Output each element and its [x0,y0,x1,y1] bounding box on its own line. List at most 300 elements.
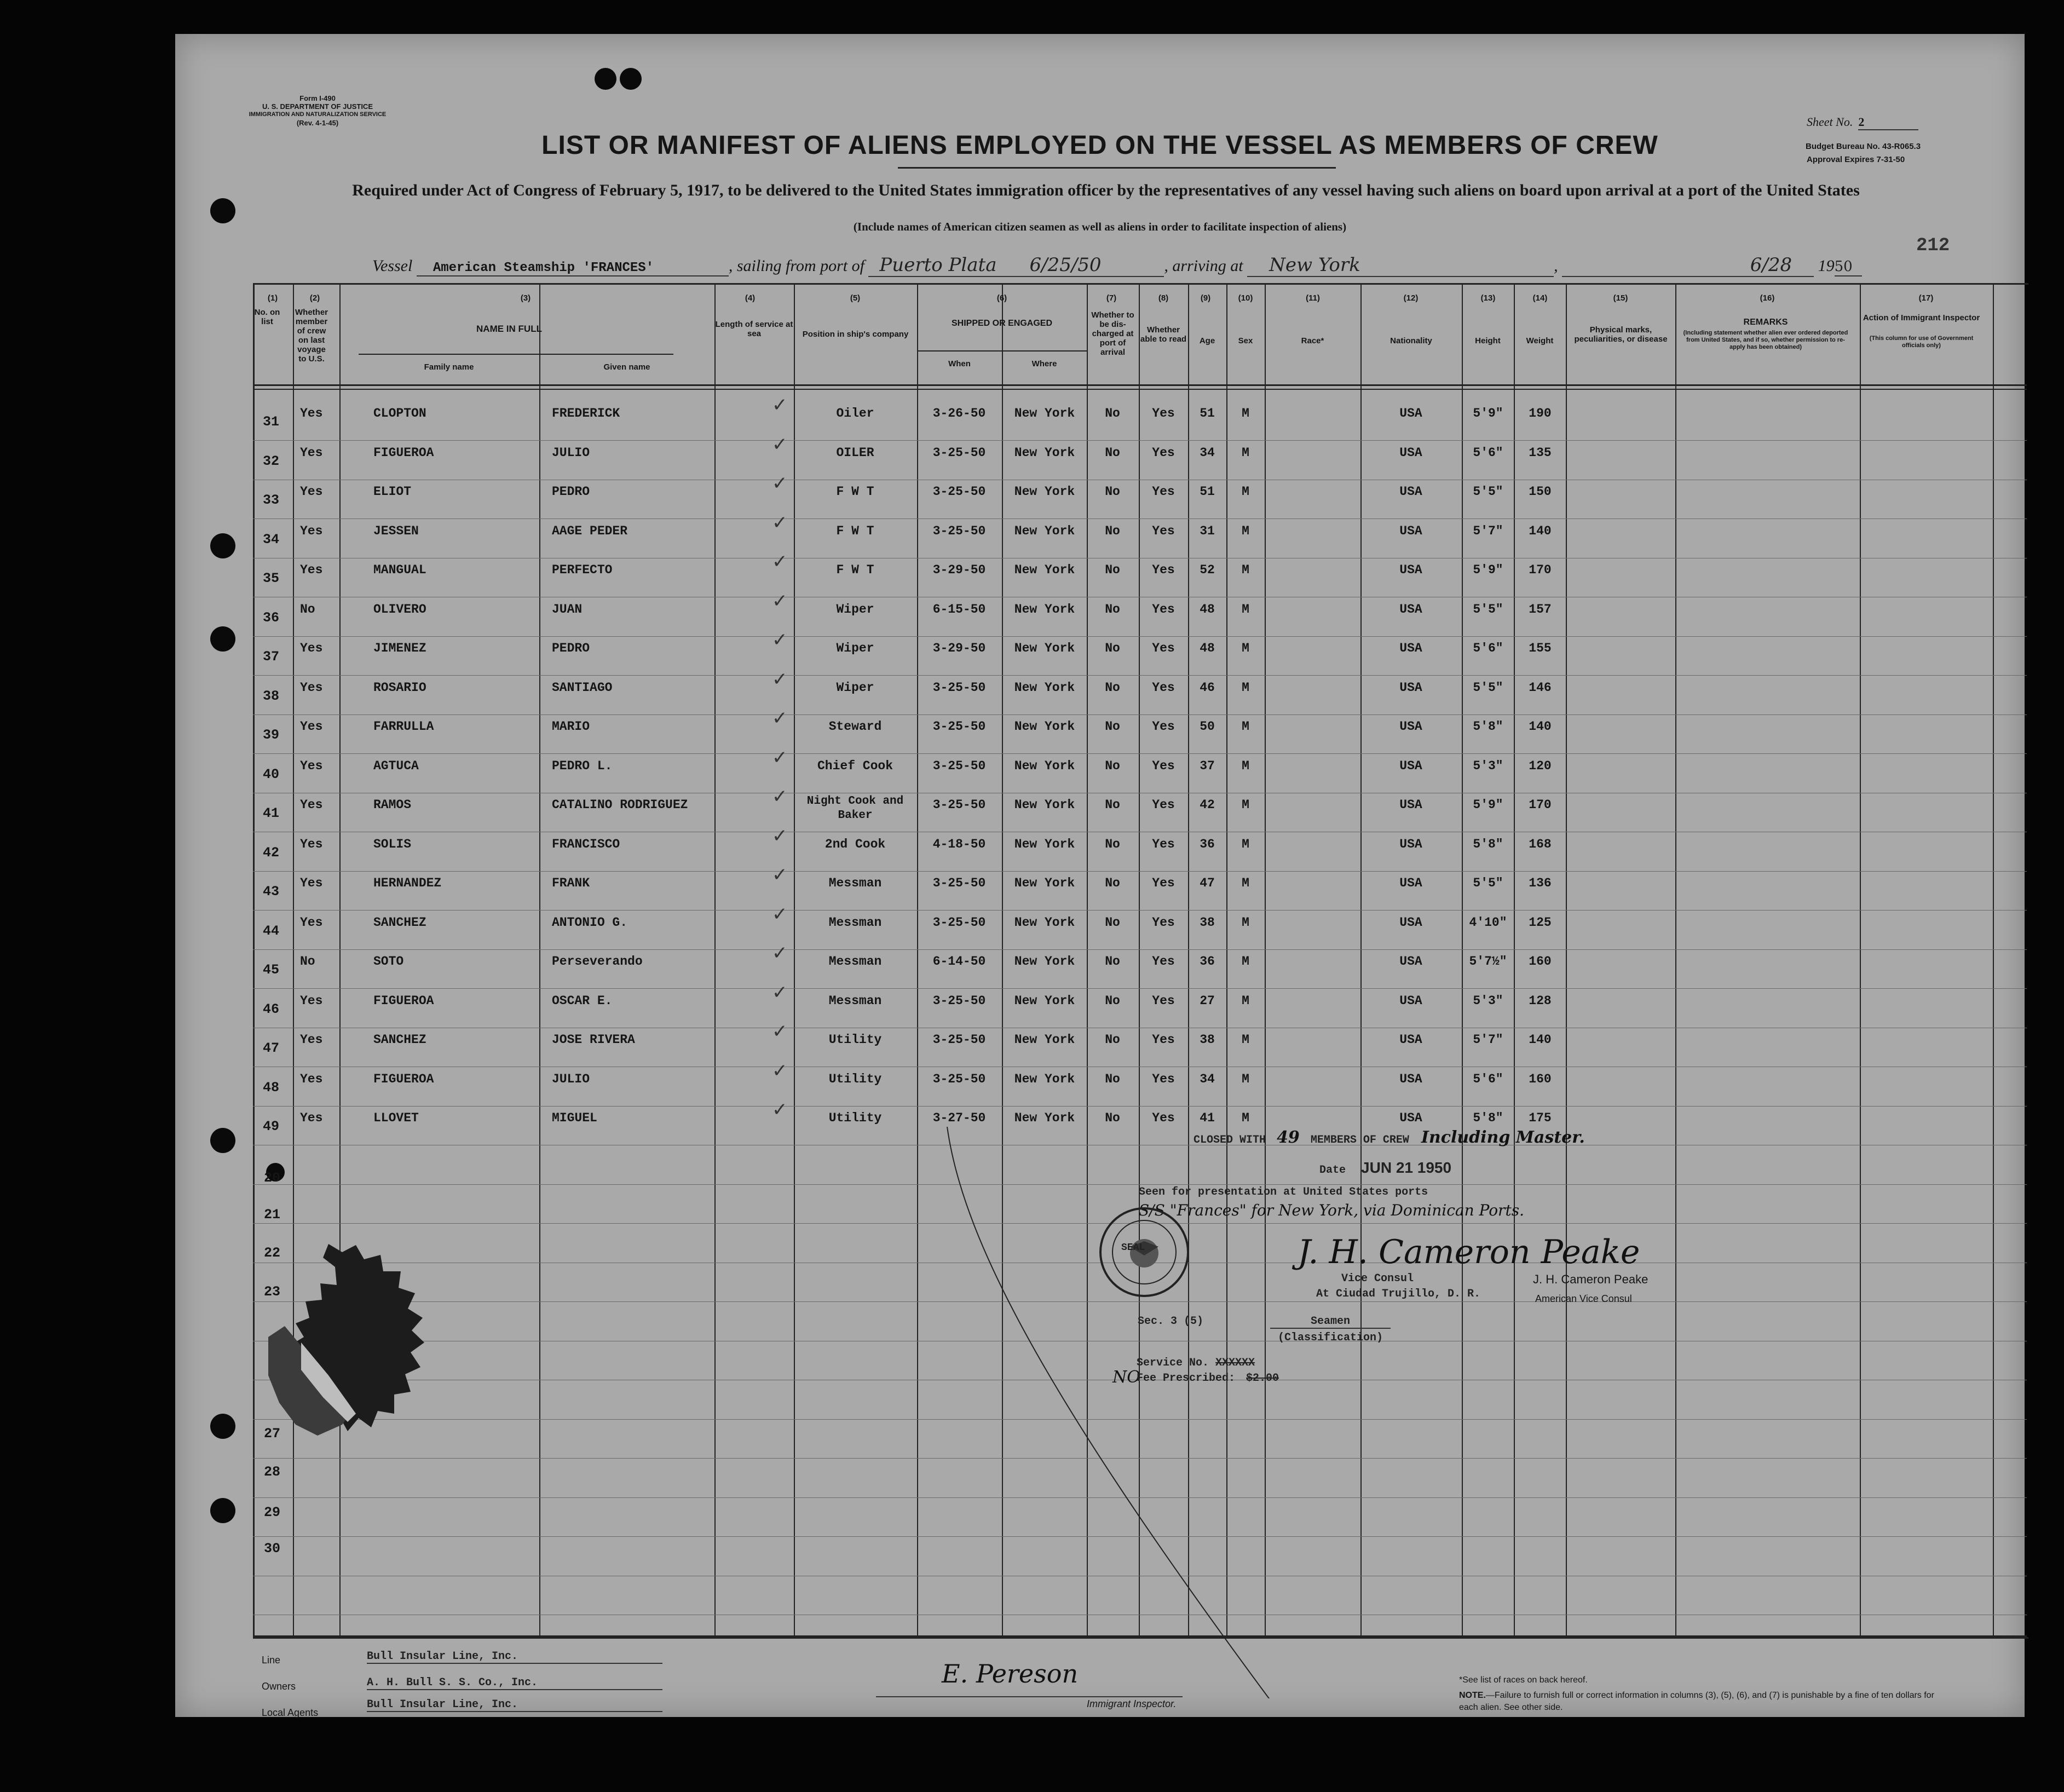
cell-where: New York [1014,445,1075,460]
column-rule [1675,283,1676,1635]
cell-disch: No [1105,1111,1120,1125]
cell-nat: USA [1399,406,1422,420]
col-header-discharged: Whether to be dis-charged at port of arrival [1091,310,1134,357]
sec-label: Sec. 3 (5) [1138,1315,1204,1328]
row-rule [253,636,2027,637]
col-header-read: Whether able to read [1140,325,1187,344]
col-header-age: Age [1199,336,1215,345]
row-number: 42 [263,844,280,861]
cell-position: F W T [836,563,874,577]
cell-when: 6-14-50 [932,954,986,969]
cell-age: 51 [1200,406,1215,420]
cell-sex: M [1242,837,1249,851]
diagonal-strike [777,1123,1281,1698]
row-number: 31 [263,414,280,430]
cell-where: New York [1014,719,1075,734]
cell-nat: USA [1399,758,1422,773]
form-id-block [241,94,394,127]
vessel-name: American Steamship 'FRANCES' [433,261,654,275]
cell-when: 3-25-50 [932,1033,986,1047]
cell-when: 3-25-50 [932,445,986,460]
cell-when: 3-25-50 [932,993,986,1008]
cell-age: 46 [1200,680,1215,695]
punch-hole [595,68,616,90]
column-number: (10) [1238,293,1253,303]
budget-number: Budget Bureau No. 43-R065.3 [1806,142,1921,151]
note-label: NOTE. [1459,1691,1486,1700]
column-number: (8) [1158,293,1169,303]
cell-nat: USA [1399,1111,1422,1125]
cell-disch: No [1105,1071,1120,1086]
cell-height: 5'7½" [1469,954,1507,969]
cell-position: Wiper [836,680,874,695]
blank-row-number: 27 [264,1426,281,1442]
cell-where: New York [1014,523,1075,538]
cell-age: 47 [1200,876,1215,890]
cell-age: 48 [1200,602,1215,616]
check-mark-icon: ✓ [772,1021,788,1042]
cell-given: ANTONIO G. [552,915,628,930]
cell-given: PEDRO L. [552,758,613,773]
seamen-label: Seamen [1270,1315,1391,1329]
cell-height: 5'6" [1473,1071,1503,1086]
col-header-name: NAME IN FULL [476,324,542,334]
vice-consul-label: Vice Consul [1341,1272,1414,1285]
cell-family: SANCHEZ [373,1033,426,1047]
cell-prev: Yes [300,758,323,773]
cell-when: 3-25-50 [932,680,986,695]
cell-when: 3-25-50 [932,915,986,930]
include-note: (Include names of American citizen seamen as well as aliens in order to facilitate inspection of aliens) [853,220,1347,233]
cell-prev: Yes [300,876,323,890]
cell-prev: Yes [300,1033,323,1047]
cell-sex: M [1242,1111,1249,1125]
col-header-given: Given name [603,362,650,372]
cell-sex: M [1242,523,1249,538]
cell-age: 37 [1200,758,1215,773]
cell-where: New York [1014,602,1075,616]
cell-family: ROSARIO [373,680,426,695]
cell-read: Yes [1152,680,1175,695]
row-rule [253,675,2027,676]
cell-weight: 135 [1529,445,1552,460]
cell-nat: USA [1399,719,1422,734]
blank-row-number: 23 [264,1284,281,1300]
check-mark-icon: ✓ [772,433,788,456]
agents-label: Local Agents [262,1707,319,1718]
cell-position: F W T [836,485,874,499]
check-mark-icon: ✓ [772,981,788,1004]
cell-family: ELIOT [373,485,412,499]
cell-weight: 128 [1529,993,1552,1008]
cell-where: New York [1014,563,1075,577]
row-number: 34 [263,531,280,548]
consul-title: American Vice Consul [1535,1293,1632,1304]
check-mark-icon: ✓ [772,590,788,612]
cell-disch: No [1105,680,1120,695]
cell-nat: USA [1399,523,1422,538]
row-number: 35 [263,571,280,586]
row-number: 47 [263,1040,280,1056]
cell-given: JOSE RIVERA [552,1033,635,1047]
row-rule [253,753,2027,754]
cell-prev: No [300,954,315,969]
cell-read: Yes [1152,1071,1175,1086]
cell-read: Yes [1152,993,1175,1008]
column-number: (3) [520,293,531,303]
col-header-shipped: SHIPPED OR ENGAGED [951,319,1053,328]
cell-position: Messman [828,993,882,1008]
column-number: (17) [1918,293,1934,303]
column-number: (7) [1106,293,1117,303]
fee-value: $2.00 [1246,1372,1279,1385]
cell-where: New York [1014,954,1075,969]
cell-weight: 140 [1529,523,1552,538]
cell-age: 34 [1200,445,1215,460]
cell-where: New York [1014,1111,1075,1125]
title-underline [898,167,1336,169]
cell-age: 36 [1200,837,1215,851]
cell-weight: 140 [1529,1033,1552,1047]
cell-nat: USA [1399,954,1422,969]
cell-prev: Yes [300,406,323,420]
column-number: (5) [850,293,861,303]
cell-given: PEDRO [552,641,590,655]
blank-row-number: 22 [264,1245,281,1261]
cell-age: 51 [1200,485,1215,499]
cell-weight: 170 [1529,798,1552,812]
cell-given: JULIO [552,1071,590,1086]
row-number: 37 [263,649,280,665]
column-number: (12) [1403,293,1419,303]
cell-family: SOLIS [373,837,412,851]
col-header-no: No. on list [254,308,280,326]
inspector-line [876,1696,1183,1697]
column-number: (15) [1613,293,1628,303]
cell-family: FIGUEROA [373,1071,434,1086]
cell-where: New York [1014,837,1075,851]
col-header-when: When [948,359,971,368]
cell-weight: 140 [1529,719,1552,734]
row-rule [253,871,2027,872]
cell-nat: USA [1399,641,1422,655]
service-no-label: Service No. [1137,1357,1209,1369]
cell-read: Yes [1152,641,1175,655]
cell-weight: 150 [1529,485,1552,499]
year-prefix: 19 [1818,257,1835,275]
cell-when: 3-25-50 [932,798,986,812]
cell-prev: Yes [300,445,323,460]
cell-family: CLOPTON [373,406,426,420]
check-mark-icon: ✓ [772,473,788,494]
cell-sex: M [1242,954,1249,969]
cell-when: 3-25-50 [932,1071,986,1086]
check-mark-icon: ✓ [772,903,788,925]
cell-height: 4'10" [1469,915,1507,930]
page-title: LIST OR MANIFEST OF ALIENS EMPLOYED ON THE VESSEL AS MEMBERS OF CREW [541,131,1658,160]
check-mark-icon: ✓ [772,864,788,886]
cell-sex: M [1242,485,1249,499]
cell-read: Yes [1152,915,1175,930]
check-mark-icon: ✓ [772,707,788,729]
column-number: (2) [309,293,320,303]
route: S/S "Frances" for New York, via Dominican Ports. [1139,1201,1524,1219]
cell-height: 5'5" [1473,876,1503,890]
punch-hole [210,533,235,558]
row-number: 33 [263,492,280,508]
sheet-label: Sheet No. [1807,115,1853,129]
cell-height: 5'7" [1473,1033,1503,1047]
approval-expiry: Approval Expires 7-31-50 [1807,155,1905,164]
cell-prev: Yes [300,1111,323,1125]
cell-position: Steward [828,719,882,734]
cell-family: OLIVERO [373,602,426,616]
no-mark: NO [1112,1368,1140,1387]
cell-height: 5'9" [1473,798,1503,812]
cell-sex: M [1242,445,1249,460]
cell-disch: No [1105,915,1120,930]
cell-when: 3-27-50 [932,1111,986,1125]
blank-row-number: 21 [264,1207,281,1223]
blank-row-number: 28 [264,1464,281,1480]
cell-position: F W T [836,523,874,538]
cell-family: HERNANDEZ [373,876,442,890]
cell-when: 3-25-50 [932,719,986,734]
cell-read: Yes [1152,563,1175,577]
row-rule [253,988,2027,989]
arriving-port: New York [1269,254,1360,276]
cell-height: 5'8" [1473,1111,1503,1125]
date-stamp: JUN 21 1950 [1361,1159,1452,1176]
cell-position: Messman [828,876,882,890]
check-mark-icon: ✓ [772,825,788,847]
cell-nat: USA [1399,876,1422,890]
column-number: (16) [1760,293,1775,303]
cell-disch: No [1105,837,1120,851]
cell-height: 5'7" [1473,523,1503,538]
cell-prev: Yes [300,798,323,812]
inspector-label: Immigrant Inspector. [1087,1698,1177,1709]
shipped-subrule [917,350,1087,352]
cell-sex: M [1242,406,1249,420]
cell-given: PERFECTO [552,563,613,577]
cell-prev: No [300,602,315,616]
col-header-prev-voyage: Whether member of crew on last voyage to U.S. [295,308,328,364]
cell-where: New York [1014,485,1075,499]
punch-hole [620,68,642,90]
cell-sex: M [1242,1071,1249,1086]
row-rule [253,949,2027,950]
cell-read: Yes [1152,406,1175,420]
cell-position: Messman [828,954,882,969]
sailing-label: , sailing from port of [728,257,864,275]
cell-where: New York [1014,406,1075,420]
cell-disch: No [1105,1033,1120,1047]
row-number: 43 [263,884,280,900]
cell-sex: M [1242,876,1249,890]
cell-position: Messman [828,915,882,930]
cell-sex: M [1242,915,1249,930]
check-mark-icon: ✓ [772,942,788,964]
column-rule [714,283,716,1635]
cell-nat: USA [1399,1033,1422,1047]
row-rule [253,1106,2027,1107]
cell-given: MIGUEL [552,1111,597,1125]
check-mark-icon: ✓ [772,746,788,769]
cell-nat: USA [1399,798,1422,812]
cell-position: Night Cook and Baker [806,795,904,822]
blank-row-number: 20 [264,1170,281,1186]
cell-prev: Yes [300,993,323,1008]
col-header-height: Height [1475,336,1501,345]
closed-with-label: CLOSED WITH [1194,1134,1266,1146]
closed-count: 49 [1277,1128,1300,1147]
header-rule [253,389,2027,390]
cell-age: 48 [1200,641,1215,655]
cell-family: LLOVET [373,1111,419,1125]
cell-prev: Yes [300,915,323,930]
blank-row-number: 30 [264,1541,281,1557]
cell-disch: No [1105,798,1120,812]
cell-given: MARIO [552,719,590,734]
cell-given: FRANCISCO [552,837,620,851]
cell-read: Yes [1152,837,1175,851]
cell-nat: USA [1399,445,1422,460]
cell-position: Utility [828,1033,882,1047]
cell-height: 5'8" [1473,719,1503,734]
row-rule [253,440,2027,441]
row-number: 40 [263,766,280,782]
line-value: Bull Insular Line, Inc. [367,1650,662,1664]
column-number: (1) [267,293,278,303]
cell-disch: No [1105,445,1120,460]
cell-weight: 160 [1529,954,1552,969]
col-header-action-note: (This column for use of Government officials only) [1869,335,1974,349]
date-stamp-line [1319,1159,1451,1177]
header-rule [253,384,2027,386]
cell-family: JESSEN [373,523,419,538]
cell-weight: 155 [1529,641,1552,655]
cell-given: SANTIAGO [552,680,613,695]
service-no-value: XXXXXX [1215,1357,1255,1369]
cell-disch: No [1105,758,1120,773]
col-header-sex: Sex [1238,336,1253,345]
cell-height: 5'6" [1473,641,1503,655]
column-rule [1860,283,1861,1635]
row-number: 36 [263,609,280,626]
cell-given: AAGE PEDER [552,523,628,538]
cell-family: SOTO [373,954,404,969]
cell-where: New York [1014,798,1075,812]
budget-block [1806,140,1921,166]
cell-when: 4-18-50 [932,837,986,851]
cell-where: New York [1014,680,1075,695]
cell-disch: No [1105,954,1120,969]
cell-height: 5'9" [1473,563,1503,577]
sheet-number [1807,115,1918,130]
cell-age: 27 [1200,993,1215,1008]
cell-prev: Yes [300,563,323,577]
cell-position: Chief Cook [817,758,893,773]
column-number: (11) [1306,293,1320,303]
arriving-label: , arriving at [1164,257,1243,275]
date-label: Date [1319,1164,1346,1177]
cell-when: 6-15-50 [932,602,986,616]
cell-age: 38 [1200,915,1215,930]
cell-read: Yes [1152,1111,1175,1125]
col-header-weight: Weight [1526,336,1554,345]
cell-when: 3-25-50 [932,876,986,890]
punch-hole [210,1414,235,1439]
cell-family: MANGUAL [373,563,426,577]
row-rule [253,518,2027,519]
races-note: *See list of races on back hereof. [1459,1675,1588,1685]
service-name: IMMIGRATION AND NATURALIZATION SERVICE [249,111,387,118]
cell-weight: 146 [1529,680,1552,695]
cell-when: 3-29-50 [932,563,986,577]
cell-nat: USA [1399,837,1422,851]
wax-seal [246,1233,449,1463]
cell-position: 2nd Cook [825,837,886,851]
cell-family: FARRULLA [373,719,434,734]
owners-label: Owners [262,1681,296,1692]
cell-family: FIGUEROA [373,993,434,1008]
cell-sex: M [1242,602,1249,616]
check-mark-icon: ✓ [772,394,788,416]
cell-weight: 160 [1529,1071,1552,1086]
cell-given: FRANK [552,876,590,890]
check-mark-icon: ✓ [772,629,788,651]
row-number: 38 [263,688,280,704]
cell-nat: USA [1399,485,1422,499]
seal-text: SEAL [1121,1242,1145,1253]
cell-sex: M [1242,798,1249,812]
cell-height: 5'9" [1473,406,1503,420]
row-number: 45 [263,962,280,978]
cell-disch: No [1105,563,1120,577]
row-number: 46 [263,1001,280,1017]
cell-family: JIMENEZ [373,641,426,655]
arrival-date: 6/28 [1750,254,1792,276]
cell-age: 42 [1200,798,1215,812]
cell-where: New York [1014,1071,1075,1086]
column-rule [539,354,540,1635]
cell-age: 52 [1200,563,1215,577]
check-mark-icon: ✓ [772,668,788,690]
penalty-note [1459,1690,1941,1714]
cell-read: Yes [1152,798,1175,812]
cell-given: PEDRO [552,485,590,499]
sheet-value: 2 [1858,115,1918,130]
check-mark-icon: ✓ [772,511,788,534]
cell-nat: USA [1399,993,1422,1008]
name-subrule [359,354,673,355]
consul-city: At Ciudad Trujillo, D. R. [1316,1288,1481,1300]
cell-when: 3-29-50 [932,641,986,655]
revision: (Rev. 4-1-45) [296,119,339,127]
line-label: Line [262,1655,281,1666]
cell-height: 5'3" [1473,758,1503,773]
inspector-signature: E. Pereson [942,1659,1079,1689]
column-number: (14) [1532,293,1548,303]
cell-prev: Yes [300,680,323,695]
punch-hole [210,626,235,652]
cell-sex: M [1242,563,1249,577]
cell-nat: USA [1399,1071,1422,1086]
column-number: (9) [1200,293,1211,303]
consul-name: J. H. Cameron Peake [1533,1272,1648,1286]
row-number: 48 [263,1079,280,1096]
